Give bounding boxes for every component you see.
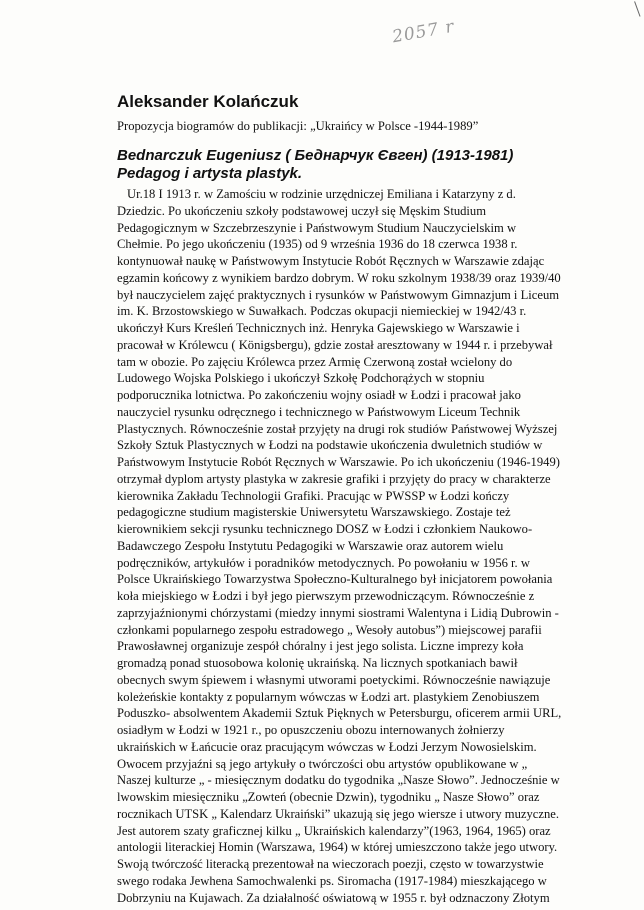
biography-text — [117, 186, 622, 906]
text-line: Swoją twórczość literacką prezentował na wieczorach poezji, często w towarzystwie — [117, 857, 544, 871]
text-line: antologii literackiej Homin (Warszawa, 1964) w której umieszczono także jego utwory. — [117, 840, 558, 855]
text-line: Chełmie. Po jego ukończeniu (1935) od 9 września 1936 do 18 czerwca 1938 r. — [117, 237, 518, 252]
text-line: Poduszko- absolwentem Akademii Sztuk Pięknych w Petersburgu, oficerem armii URL, — [117, 706, 562, 721]
text-line: Owocem przyjaźni są jego artykuły o twórczości obu artystów opublikowane w „ — [117, 756, 528, 771]
text-line: członkami popularnego zespołu estradowego „ Wesoły autobus”) miejscowej parafii — [117, 622, 542, 637]
text-line: Szkoły Sztuk Plastycznych w Łodzi na podstawie ukończenia dwuletnich studiów w — [117, 438, 543, 453]
text-line: był nauczycielem zajęć praktycznych i rysunków w Państwowym Gimnazjum i Liceum — [117, 287, 560, 302]
text-line: kontynuował naukę w Państwowym Instytucie Robót Ręcznych w Warszawie zdając — [117, 254, 545, 268]
entry-title-name: Bednarczuk Eugeniusz ( Беднарчук Євген) (1913-1981) — [117, 147, 514, 164]
text-line: rocznikach UTSK „ Kalendarz Ukraiński” ukazują się jego wiersze i utwory muzyczne. — [117, 806, 560, 821]
text-line: gromadzą ponad stuosobowa kolonię ukraińską. Na licznych spotkaniach bawił — [117, 656, 518, 670]
text-line: Polsce Ukraińskiego Towarzystwa Społeczno-Kulturalnego był inicjatorem powołania — [117, 572, 553, 587]
text-line: kierownika Zakładu Technologii Grafiki. Pracując w PWSSP w Łodzi kończy — [117, 488, 510, 503]
text-line: Prawosławnej organizuje zespół chóralny i jest jego solista. Liczne imprezy koła — [117, 639, 524, 654]
text-line: osiadłym w Łodzi w 1921 r., po opuszczeniu obozu internowanych żołnierzy — [117, 723, 505, 737]
text-line: obecnych swym śpiewem i własnymi utworami poetyckimi. Równocześnie nawiązuje — [117, 672, 551, 687]
text-line: Ludowego Wojska Polskiego i ukończył Szkołę Podchorążych w stopniu — [117, 371, 485, 386]
corner-pen-mark — [628, 1, 640, 18]
text-line: ukończył Kurs Kreśleń Technicznych inż. Henryka Gajewskiego w Warszawie i — [117, 321, 520, 335]
text-line: Pedagogicznym w Szczebrzeszynie i Państwowym Studium Nauczycielskim w — [117, 220, 517, 235]
text-line: Państwowym Instytucie Robót Ręcznych w Warszawie. Po ich ukończeniu (1946-1949) — [117, 455, 560, 469]
publication-subtitle: Propozycja biogramów do publikacji: „Ukraińcy w Polsce -1944-1989” — [117, 119, 479, 133]
text-line: koła miejskiego w Łodzi i był jego pierwszym przewodniczącym. Równocześnie z — [117, 589, 535, 603]
text-line: Badawczego Zespołu Instytutu Pedagogiki w Warszawie oraz autorem wielu — [117, 538, 504, 553]
text-line: swego rodaka Jewhena Samochwalenki ps. Siromacha (1917-1984) mieszkającego w — [117, 873, 547, 888]
text-line: ukraińskich w Łańcucie oraz pracującym wówczas w Łodzi Jerzym Nowosielskim. — [117, 739, 537, 754]
author-name: Aleksander Kolańczuk — [117, 92, 299, 111]
text-line: Dobrzyniu na Kujawach. Za działalność oświatową w 1955 r. był odznaczony Złotym — [117, 890, 550, 905]
text-line: lwowskim miesięczniku „Zowteń (obecnie Dzwin), tygodniku „ Nasze Słowo” oraz — [117, 790, 540, 804]
text-line: zaprzyjaźnionymi chórzystami (miedzy innymi siostrami Walentyna i Lidią Dubrowin - — [117, 605, 559, 620]
text-line: Dziedzic. Po ukończeniu szkoły podstawowej uczył się Męskim Studium — [117, 203, 487, 218]
text-line: pracował w Królewcu ( Königsbergu), gdzie został aresztowany w 1944 r. i przebywał — [117, 337, 553, 352]
text-line: Plastycznych. Równocześnie został przyjęty na drugi rok studiów Państwowej Wyższej — [117, 421, 558, 436]
entry-title-profession: Pedagog i artysta plastyk. — [117, 165, 303, 182]
text-line: nauczyciel rysunku odręcznego i technicznego w Państwowym Liceum Technik — [117, 404, 521, 419]
text-line: im. K. Brzostowskiego w Suwałkach. Podczas okupacji niemieckiej w 1942/43 r. — [117, 304, 527, 319]
text-line: tam w obozie. Po zajęciu Królewca przez Armię Czerwoną został wcielony do — [117, 354, 513, 369]
text-line: podporucznika lotnictwa. Po zakończeniu wojny osiadł w Łodzi i pracował jako — [117, 388, 521, 402]
text-line: egzamin końcowy z wynikiem bardzo dobrym. W roku szkolnym 1938/39 oraz 1939/40 — [117, 270, 561, 285]
text-line: Jest autorem szaty graficznej kilku „ Ukraińskich kalendarzy”(1963, 1964, 1965) oraz — [117, 823, 551, 838]
text-line: koleżeńskie kontakty z popularnym wówczas w Łodzi art. plastykiem Zenobiuszem — [117, 689, 540, 704]
text-line: Ur.18 I 1913 r. w Zamościu w rodzinie urzędniczej Emiliana i Katarzyny z d. — [127, 187, 516, 201]
entry-title — [117, 147, 617, 183]
text-line: Naszej kulturze „ - miesięcznym dodatku do tygodnika „Nasze Słowo”. Jednocześnie w — [117, 773, 560, 788]
text-line: podręczników, artykułów i poradników metodycznych. Po powołaniu w 1956 r. w — [117, 555, 530, 570]
text-line: pedagogiczne studium magisterskie Uniwersytetu Warszawskiego. Zostaje też — [117, 505, 511, 520]
text-line: otrzymał dyplom artysty plastyka w zakresie grafiki i przyjęty do pracy w charakterze — [117, 471, 551, 486]
handwritten-note: 2057 r — [390, 16, 457, 48]
text-line: kierownikiem sekcji rysunku technicznego DOSZ w Łodzi i członkiem Naukowo- — [117, 522, 533, 536]
